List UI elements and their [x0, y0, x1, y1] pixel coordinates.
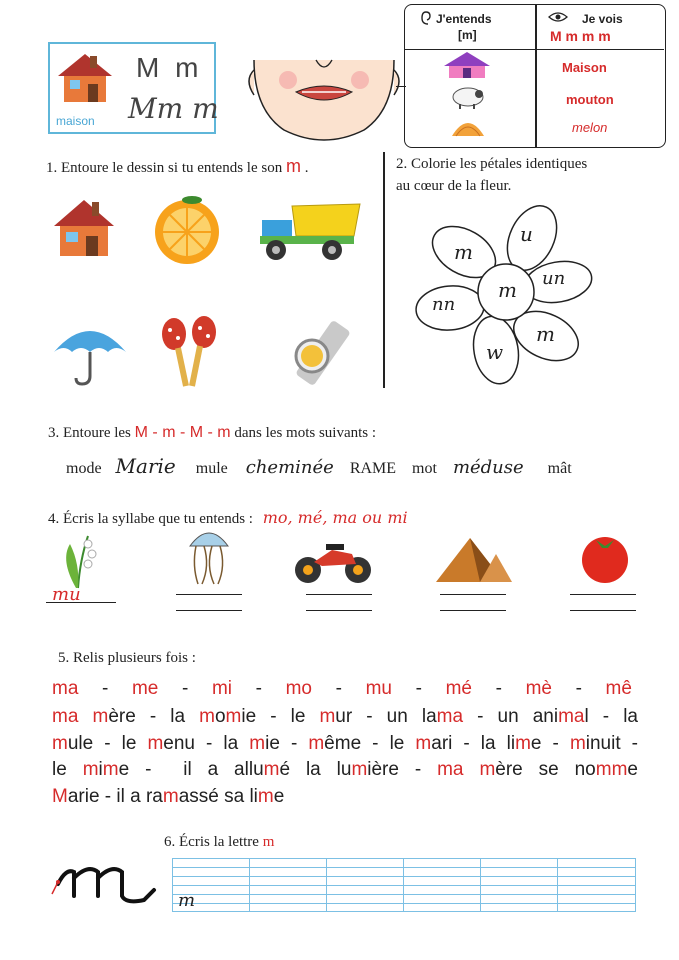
word[interactable]: mât [547, 460, 572, 477]
house-icon [52, 196, 118, 260]
syllable: mè [525, 678, 552, 699]
melon-icon [450, 116, 486, 140]
house-icon [444, 50, 490, 80]
table-divider [535, 5, 537, 147]
exercise-3-words [66, 454, 572, 478]
flower-petal: u [520, 222, 533, 246]
word[interactable]: mule [195, 460, 228, 477]
answer-line[interactable] [46, 602, 116, 603]
exercise-3-title: 3. Entoure les M - m - M - m dans les mots suivants : [48, 424, 377, 441]
syllable: mu [365, 678, 392, 699]
answer-line[interactable] [440, 594, 506, 595]
flower-petal: w [486, 340, 504, 364]
card-letters-cursive: Mm m [128, 92, 219, 125]
eye-icon [548, 11, 568, 23]
card-word: maison [56, 114, 95, 128]
answer-line[interactable] [306, 610, 372, 611]
reading-line: mule - le menu - la mie - même - le mari - la lime - minuit - [52, 732, 639, 754]
table-word: Maison [562, 60, 607, 75]
motorcycle-icon [292, 536, 374, 586]
word[interactable]: Marie [115, 454, 176, 478]
exercise-4-title: 4. Écris la syllabe que tu entends : mo, mé, ma ou mi [48, 508, 408, 527]
syllable: ma [52, 678, 79, 699]
flower-center: m [498, 278, 517, 302]
answer-line[interactable] [570, 610, 636, 611]
exercise-1-title: 1. Entoure le dessin si tu entends le son m . [46, 156, 309, 176]
house-icon [56, 50, 114, 106]
letter-model [44, 860, 164, 910]
word[interactable]: méduse [452, 457, 524, 478]
answer-line[interactable] [306, 594, 372, 595]
flower-petal: un [542, 268, 566, 289]
watch-icon [282, 318, 352, 388]
reading-line: Marie - il a ramassé sa lime [52, 785, 285, 807]
section-divider [383, 152, 385, 388]
table-word: melon [572, 120, 608, 135]
word[interactable]: RAME [349, 460, 397, 477]
truck-icon [256, 200, 362, 264]
sheep-icon [450, 84, 486, 110]
syllable: me [131, 678, 159, 699]
orange-icon [152, 194, 222, 266]
writing-grid[interactable] [172, 858, 636, 912]
syllable: mé [445, 678, 472, 699]
flower-petal: m [536, 322, 555, 346]
umbrella-icon [52, 318, 128, 386]
hear-label: J'entends [436, 12, 492, 26]
exercise-5-title: 5. Relis plusieurs fois : [58, 650, 196, 666]
see-letters: M m m m [550, 28, 611, 44]
exercise-2-title: 2. Colorie les pétales identiques [396, 156, 588, 172]
maracas-icon [156, 316, 222, 388]
answer-line[interactable] [176, 610, 242, 611]
grid-model-letter: m [178, 890, 196, 911]
flower-petal: m [454, 240, 473, 264]
flower-petal: nn [432, 294, 456, 315]
card-letters-print: M m [136, 52, 203, 83]
jellyfish-icon [184, 526, 234, 586]
see-label: Je vois [582, 12, 623, 26]
reading-line: ma mère - la momie - le mur - un lama - un animal - la [52, 706, 638, 727]
exercise-6-title: 6. Écris la lettre m [164, 834, 275, 850]
syllable: mi [211, 678, 233, 699]
word[interactable]: mot [412, 460, 437, 477]
tomato-icon [578, 532, 632, 584]
syllable: mê [605, 678, 632, 699]
pyramids-icon [430, 530, 514, 586]
face-illustration [244, 50, 404, 146]
exercise-2-title: au cœur de la fleur. [396, 178, 512, 194]
syllable: mo [285, 678, 313, 699]
hear-sound: [m] [458, 28, 477, 42]
word[interactable]: cheminée [245, 457, 334, 478]
answer-line[interactable] [176, 594, 242, 595]
reading-line: le mime - il a allumé la lumière - ma mère se nomme [52, 759, 638, 780]
answer-line[interactable] [440, 610, 506, 611]
reading-text [52, 704, 638, 810]
ear-icon [418, 10, 432, 26]
lily-icon [58, 530, 108, 590]
answer-example: mu [52, 584, 81, 605]
word[interactable]: mode [66, 460, 102, 477]
syllable-line: ma - me - mi - mo - mu - mé - mè - mê [52, 678, 632, 699]
answer-line[interactable] [570, 594, 636, 595]
table-word: mouton [566, 92, 614, 107]
